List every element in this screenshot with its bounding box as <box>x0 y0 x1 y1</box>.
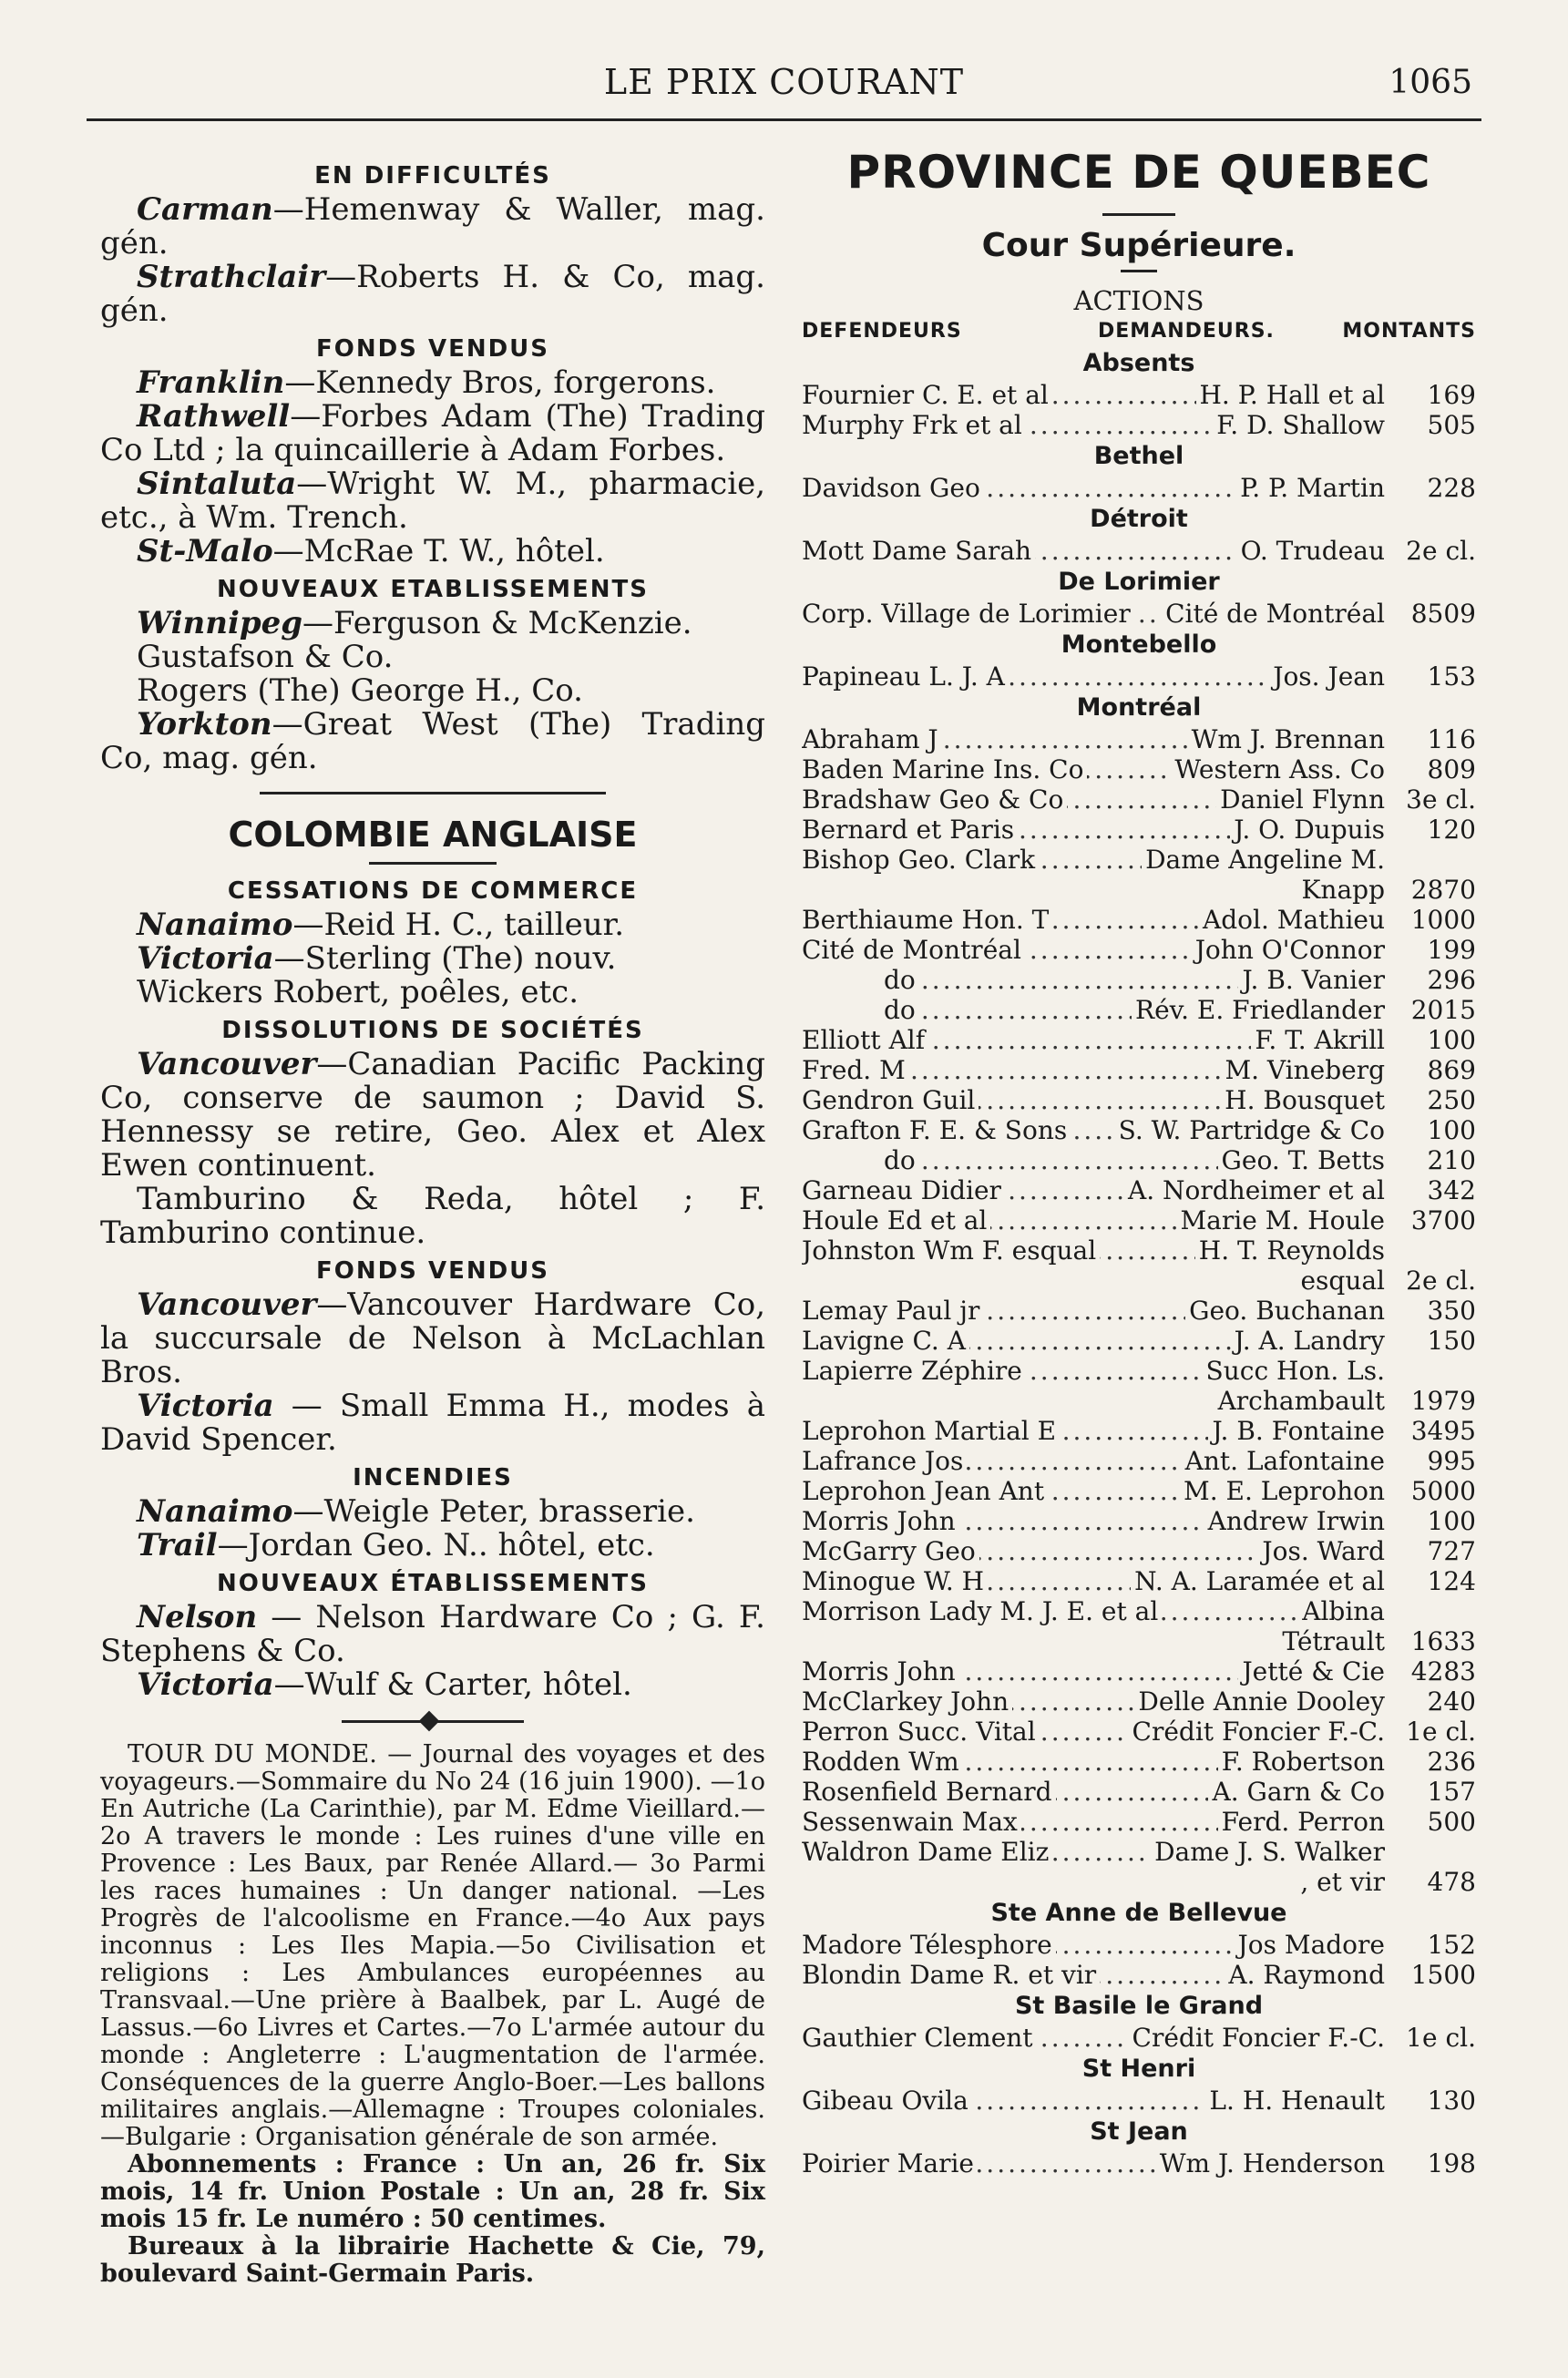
plaintiff: Knapp <box>1301 875 1385 905</box>
amount: 350 <box>1427 1296 1476 1326</box>
defendant: Cité de Montréal <box>802 935 1025 965</box>
defendant: Elliott Alf <box>802 1025 928 1055</box>
listing-entry <box>100 1048 765 1183</box>
plaintiff: A. Garn & Co <box>1208 1777 1385 1807</box>
amount: 5000 <box>1410 1476 1476 1506</box>
entry-place: Nanaimo <box>137 907 293 943</box>
amount: 100 <box>1427 1115 1476 1145</box>
plaintiff: Andrew Irwin <box>1204 1506 1385 1536</box>
entry-text: —Jordan Geo. N.. hôtel, etc. <box>217 1527 655 1563</box>
bureaux-notice: Bureaux à la librairie Hachette & Cie, 79, boulevard Saint-Germain Paris. <box>100 2232 765 2288</box>
left-column <box>100 155 765 2288</box>
defendant: Morrison Lady M. J. E. et al <box>802 1596 1162 1626</box>
entry-text: —Weigle Peter, brasserie. <box>292 1493 695 1530</box>
header-rule <box>87 118 1481 121</box>
plaintiff: Crédit Foncier F.-C. <box>1129 2023 1385 2053</box>
lawsuit-row <box>802 965 1476 995</box>
defendant: Baden Marine Ins. Co <box>802 754 1087 784</box>
listing-entry <box>100 908 765 942</box>
amount: 153 <box>1427 661 1476 692</box>
defendant: Lavigne C. A <box>802 1326 969 1356</box>
entry-place: Yorkton <box>137 706 272 743</box>
entry-place: Victoria <box>137 1666 274 1703</box>
plaintiff: Wm J. Brennan <box>1188 724 1385 754</box>
amount: 150 <box>1427 1326 1476 1356</box>
plaintiff: Tétrault <box>1282 1626 1385 1656</box>
lawsuit-row-continued <box>802 875 1476 905</box>
listing-entry <box>100 674 765 708</box>
listing-entry <box>100 942 765 976</box>
amount: 8509 <box>1410 599 1476 629</box>
amount: 296 <box>1427 965 1476 995</box>
defendant: Gendron Guil <box>802 1085 979 1115</box>
defendant: Poirier Marie <box>802 2148 978 2178</box>
defendant: Leprohon Martial E <box>802 1416 1060 1446</box>
lawsuit-row-continued <box>802 1266 1476 1296</box>
lawsuit-row <box>802 1235 1476 1266</box>
entry-text: —Wulf & Carter, hôtel. <box>273 1666 632 1703</box>
listing-entry <box>100 607 765 641</box>
lawsuit-row <box>802 2086 1476 2116</box>
amount: 478 <box>1427 1867 1476 1897</box>
defendant: Minogue W. H <box>802 1566 988 1596</box>
lawsuit-row <box>802 1145 1476 1175</box>
defendant: Leprohon Jean Ant <box>802 1476 1048 1506</box>
lawsuit-row-continued <box>802 1386 1476 1416</box>
defendeurs-header: DEFENDEURS <box>802 320 962 343</box>
defendant: Bishop Geo. Clark <box>802 845 1039 875</box>
entry-place: Strathclair <box>137 259 326 295</box>
entry-text: —Forbes Adam (The) Trading Co Ltd ; la quincaillerie à Adam Forbes. <box>100 398 765 468</box>
listing-entry <box>100 976 765 1010</box>
listing-entry <box>100 1529 765 1563</box>
amount: 1500 <box>1410 1960 1476 1990</box>
plaintiff: Marie M. Houle <box>1177 1205 1385 1235</box>
plaintiff: , et vir <box>1300 1867 1385 1897</box>
plaintiff: Daniel Flynn <box>1216 784 1385 815</box>
defendant: Johnston Wm F. esqual <box>802 1235 1100 1266</box>
amount: 4283 <box>1410 1656 1476 1686</box>
page-header <box>87 56 1481 111</box>
listing-entry <box>100 193 765 261</box>
entry-place: Carman <box>137 191 273 228</box>
plaintiff: Jetté & Cie <box>1238 1656 1385 1686</box>
abonnements-notice: Abonnements : France : Un an, 26 fr. Six mois, 14 fr. Union Postale : Un an, 28 fr. Six mois 15 fr. Le numéro : 50 centimes. <box>100 2150 765 2233</box>
amount: 152 <box>1427 1930 1476 1960</box>
plaintiff: N. A. Laramée et al <box>1131 1566 1385 1596</box>
listing-entry <box>100 1288 765 1389</box>
listing-entry <box>100 1601 765 1668</box>
lawsuit-row <box>802 1596 1476 1626</box>
entry-place: Vancouver <box>137 1286 317 1323</box>
lawsuit-row <box>802 1777 1476 1807</box>
lawsuit-row <box>802 1205 1476 1235</box>
amount: 250 <box>1427 1085 1476 1115</box>
plaintiff: Ferd. Perron <box>1218 1807 1385 1837</box>
defendant: Papineau L. J. A <box>802 661 1009 692</box>
lawsuit-row <box>802 2148 1476 2178</box>
entry-text: —Ferguson & McKenzie. <box>302 605 692 641</box>
lawsuit-row <box>802 815 1476 845</box>
listing-entry <box>100 1183 765 1250</box>
plaintiff: A. Raymond <box>1225 1960 1385 1990</box>
plaintiff: Wm J. Henderson <box>1156 2148 1385 2178</box>
locality-heading: Détroit <box>1090 505 1188 533</box>
lawsuit-row <box>802 784 1476 815</box>
plaintiff: J. B. Fontaine <box>1208 1416 1385 1446</box>
entry-text: —Vancouver Hardware Co, la succursale de Nelson à McLachlan Bros. <box>100 1286 765 1390</box>
amount: 1e cl. <box>1406 1717 1476 1747</box>
defendant: Gibeau Ovila <box>802 2086 972 2116</box>
defendant: Blondin Dame R. et vir <box>802 1960 1100 1990</box>
defendant: Bradshaw Geo & Co <box>802 784 1067 815</box>
plaintiff: F. D. Shallow <box>1213 410 1385 440</box>
lawsuit-row <box>802 2023 1476 2053</box>
listing-entry <box>100 535 765 569</box>
plaintiff: Dame J. S. Walker <box>1151 1837 1385 1867</box>
lawsuit-row <box>802 1837 1476 1867</box>
right-column <box>802 146 1476 2178</box>
plaintiff: O. Trudeau <box>1237 536 1385 566</box>
lawsuit-row <box>802 473 1476 503</box>
entry-place: Rathwell <box>137 398 291 435</box>
plaintiff: M. E. Leprohon <box>1180 1476 1385 1506</box>
entry-place: Nelson <box>137 1599 258 1635</box>
lawsuit-row <box>802 1326 1476 1356</box>
amount: 130 <box>1427 2086 1476 2116</box>
amount: 157 <box>1427 1777 1476 1807</box>
amount: 3700 <box>1410 1205 1476 1235</box>
entry-place: St-Malo <box>137 533 273 569</box>
listing-entry <box>100 366 765 400</box>
amount: 869 <box>1427 1055 1476 1085</box>
lawsuit-row <box>802 1656 1476 1686</box>
amount: 500 <box>1427 1807 1476 1837</box>
page-number: 1065 <box>1389 64 1472 101</box>
lawsuit-row <box>802 1807 1476 1837</box>
lawsuit-row <box>802 1296 1476 1326</box>
amount: 1000 <box>1410 905 1476 935</box>
listing-entry <box>100 1495 765 1529</box>
lawsuit-row <box>802 1085 1476 1115</box>
amount: 236 <box>1427 1747 1476 1777</box>
defendant: Morris John <box>802 1656 959 1686</box>
defendant: Mott Dame Sarah <box>802 536 1035 566</box>
lawsuit-row <box>802 995 1476 1025</box>
entry-place: Franklin <box>137 364 285 401</box>
amount: 198 <box>1427 2148 1476 2178</box>
entry-text: —Roberts H. & Co, mag. gén. <box>100 259 765 329</box>
locality-heading: St Jean <box>1090 2117 1188 2146</box>
listing-entry <box>100 467 765 535</box>
defendant: Morris John <box>802 1506 959 1536</box>
entry-text: —McRae T. W., hôtel. <box>272 533 605 569</box>
en-difficultes-heading: EN DIFFICULTÉS <box>314 162 551 190</box>
listing-entry <box>100 1389 765 1457</box>
lawsuit-row <box>802 536 1476 566</box>
province-title: PROVINCE DE QUEBEC <box>846 146 1431 199</box>
defendant: McClarkey John <box>802 1686 1012 1717</box>
defendant: McGarry Geo <box>802 1536 979 1566</box>
defendant: Waldron Dame Eliz <box>802 1837 1052 1867</box>
page-title: LE PRIX COURANT <box>603 62 965 102</box>
defendant: Corp. Village de Lorimier <box>802 599 1134 629</box>
listing-entry <box>100 400 765 467</box>
tour-du-monde-notice: TOUR DU MONDE. — Journal des voyages et des voyageurs.—Sommaire du No 24 (16 juin 1900). —1o En Autriche (La Carinthie), par M. Edme Vieillard.—2o A travers le monde : Les ruines d'une ville en Provence : Les Baux, par Renée Allard.— 3o Parmi les races humaines : Un danger national. —Les Progrès de l'alcoolisme en France.—4o Aux pays inconnus : Les Iles Mapia.—5o Civilisation et religions : Les Ambulances européennes au Transvaal.—Une prière à Baalbek, par L. Augé de Lassus.—6o Livres et Cartes.—7o L'armée autour du monde : Angleterre : L'augmentation de l'armée. Conséquences de la guerre Anglo-Boer.—Les ballons militaires anglais.—Allemagne : Troupes coloniales.—Bulgarie : Organisation générale de son armée. <box>100 1740 765 2151</box>
locality-heading: Montebello <box>1061 630 1217 659</box>
lawsuit-row <box>802 1747 1476 1777</box>
amount: 2015 <box>1410 995 1476 1025</box>
amount: 169 <box>1427 380 1476 410</box>
plaintiff: Archambault <box>1217 1386 1385 1416</box>
plaintiff: Rév. E. Friedlander <box>1132 995 1385 1025</box>
plaintiff: H. T. Reynolds <box>1195 1235 1385 1266</box>
defendant: Fred. M <box>802 1055 909 1085</box>
dissolutions-heading: DISSOLUTIONS DE SOCIÉTÉS <box>221 1017 644 1044</box>
title-rule <box>1102 213 1175 216</box>
plaintiff: F. Robertson <box>1218 1747 1385 1777</box>
lawsuit-row <box>802 599 1476 629</box>
locality-heading: Montréal <box>1076 693 1202 722</box>
lawsuit-row <box>802 724 1476 754</box>
column-headers <box>802 316 1476 347</box>
amount: 228 <box>1427 473 1476 503</box>
defendant: do <box>802 965 919 995</box>
amount: 124 <box>1427 1566 1476 1596</box>
defendant: Lafrance Jos <box>802 1446 967 1476</box>
amount: 995 <box>1427 1446 1476 1476</box>
lawsuit-row <box>802 1536 1476 1566</box>
amount: 1633 <box>1410 1626 1476 1656</box>
plaintiff: Adol. Mathieu <box>1199 905 1385 935</box>
montants-header: MONTANTS <box>1342 320 1476 343</box>
defendant: Lemay Paul jr <box>802 1296 983 1326</box>
amount: 727 <box>1427 1536 1476 1566</box>
plaintiff: John O'Connor <box>1192 935 1385 965</box>
defendant: Bernard et Paris <box>802 815 1018 845</box>
plaintiff: S. W. Partridge & Co <box>1115 1115 1385 1145</box>
plaintiff: J. O. Dupuis <box>1230 815 1385 845</box>
defendant: Houle Ed et al <box>802 1205 990 1235</box>
defendant: do <box>802 1145 919 1175</box>
cessations-heading: CESSATIONS DE COMMERCE <box>227 877 639 905</box>
plaintiff: esqual <box>1300 1266 1385 1296</box>
lawsuit-row-continued <box>802 1867 1476 1897</box>
nouveaux-etablissements-heading: NOUVEAUX ETABLISSEMENTS <box>217 576 649 603</box>
entry-place: Winnipeg <box>137 605 303 641</box>
defendant: Davidson Geo <box>802 473 984 503</box>
lawsuit-row <box>802 1175 1476 1205</box>
plaintiff: Jos. Jean <box>1269 661 1385 692</box>
amount: 2e cl. <box>1406 1266 1476 1296</box>
plaintiff: F. T. Akrill <box>1251 1025 1385 1055</box>
lawsuit-row <box>802 1025 1476 1055</box>
plaintiff: Western Ass. Co <box>1171 754 1385 784</box>
amount: 100 <box>1427 1025 1476 1055</box>
defendant: Madore Télesphore <box>802 1930 1056 1960</box>
plaintiff: L. H. Henault <box>1205 2086 1385 2116</box>
defendant: Gauthier Clement <box>802 2023 1037 2053</box>
lawsuit-row <box>802 1566 1476 1596</box>
entry-place: Sintaluta <box>137 466 297 502</box>
fonds-vendus-heading: FONDS VENDUS <box>315 335 550 363</box>
amount: 3e cl. <box>1406 784 1476 815</box>
plaintiff: H. Bousquet <box>1221 1085 1385 1115</box>
plaintiff: Geo. Buchanan <box>1185 1296 1385 1326</box>
defendant: Grafton F. E. & Sons <box>802 1115 1071 1145</box>
listing-entry <box>100 261 765 328</box>
amount: 342 <box>1427 1175 1476 1205</box>
plaintiff: Jos. Ward <box>1258 1536 1385 1566</box>
plaintiff: Ant. Lafontaine <box>1182 1446 1385 1476</box>
entry-text: Wickers Robert, poêles, etc. <box>137 974 579 1010</box>
listing-entry <box>100 641 765 674</box>
amount: 240 <box>1427 1686 1476 1717</box>
lawsuit-row <box>802 845 1476 875</box>
locality-heading: St Basile le Grand <box>1014 1992 1264 2020</box>
entry-place: Trail <box>137 1527 218 1563</box>
plaintiff: M. Vineberg <box>1221 1055 1385 1085</box>
court-rule <box>1121 270 1157 272</box>
amount: 505 <box>1427 410 1476 440</box>
court-heading: Cour Supérieure. <box>981 227 1296 264</box>
entry-place: Victoria <box>137 1388 274 1424</box>
entry-text: —Great West (The) Trading Co, mag. gén. <box>100 706 765 776</box>
nouveaux-etablissements-2-heading: NOUVEAUX ÉTABLISSEMENTS <box>217 1570 649 1597</box>
lawsuit-row <box>802 1446 1476 1476</box>
section-rule <box>260 792 606 794</box>
lawsuit-row <box>802 1416 1476 1446</box>
lawsuit-row <box>802 754 1476 784</box>
amount: 210 <box>1427 1145 1476 1175</box>
defendant: Rosenfield Bernard <box>802 1777 1056 1807</box>
entry-text: — Nelson Hardware Co ; G. F. Stephens & Co. <box>100 1599 765 1669</box>
defendant: Lapierre Zéphire <box>802 1356 1026 1386</box>
lawsuit-row <box>802 905 1476 935</box>
lawsuit-row <box>802 410 1476 440</box>
plaintiff: Geo. T. Betts <box>1218 1145 1385 1175</box>
amount: 1e cl. <box>1406 2023 1476 2053</box>
plaintiff: Dame Angeline M. <box>1142 845 1385 875</box>
amount: 1979 <box>1410 1386 1476 1416</box>
defendant: Murphy Frk et al <box>802 410 1026 440</box>
defendant: do <box>802 995 919 1025</box>
colombie-heading: COLOMBIE ANGLAISE <box>228 815 638 855</box>
entry-text: —Canadian Pacific Packing Co, conserve de saumon ; David S. Hennessy se retire, Geo. Alex et Alex Ewen continuent. <box>100 1046 765 1184</box>
plaintiff: Cité de Montréal <box>1162 599 1385 629</box>
lawsuit-row <box>802 1356 1476 1386</box>
fonds-vendus-2-heading: FONDS VENDUS <box>315 1257 550 1285</box>
lawsuit-row <box>802 1960 1476 1990</box>
lawsuit-row <box>802 1055 1476 1085</box>
plaintiff: Delle Annie Dooley <box>1134 1686 1385 1717</box>
actions-heading: ACTIONS <box>1073 285 1204 316</box>
section-rule <box>369 862 497 865</box>
lawsuit-row-continued <box>802 1626 1476 1656</box>
amount: 3495 <box>1410 1416 1476 1446</box>
lawsuit-row <box>802 1717 1476 1747</box>
plaintiff: Jos Madore <box>1235 1930 1385 1960</box>
plaintiff: Albina <box>1298 1596 1385 1626</box>
defendant: Perron Succ. Vital <box>802 1717 1040 1747</box>
plaintiff: H. P. Hall et al <box>1196 380 1385 410</box>
amount: 116 <box>1427 724 1476 754</box>
amount: 2870 <box>1410 875 1476 905</box>
entry-text: Gustafson & Co. <box>137 639 394 675</box>
defendant: Rodden Wm <box>802 1747 963 1777</box>
entry-place: Victoria <box>137 940 274 977</box>
demandeurs-header: DEMANDEURS. <box>1098 320 1275 343</box>
defendant: Fournier C. E. et al <box>802 380 1052 410</box>
entry-place: Nanaimo <box>137 1493 293 1530</box>
locality-heading: Ste Anne de Bellevue <box>990 1899 1287 1927</box>
plaintiff: Succ Hon. Ls. <box>1203 1356 1385 1386</box>
locality-heading: De Lorimier <box>1058 568 1220 596</box>
entry-text: Tamburino & Reda, hôtel ; F. Tamburino continue. <box>100 1181 765 1251</box>
lawsuit-row <box>802 1686 1476 1717</box>
plaintiff: J. A. Landry <box>1231 1326 1385 1356</box>
lawsuit-row <box>802 1930 1476 1960</box>
plaintiff: J. B. Vanier <box>1238 965 1385 995</box>
amount: 2e cl. <box>1406 536 1476 566</box>
lawsuit-row <box>802 1115 1476 1145</box>
plaintiff: A. Nordheimer et al <box>1124 1175 1385 1205</box>
listing-entry <box>100 708 765 775</box>
amount: 199 <box>1427 935 1476 965</box>
defendant: Abraham J <box>802 724 942 754</box>
lawsuit-row <box>802 380 1476 410</box>
amount: 120 <box>1427 815 1476 845</box>
locality-heading: St Henri <box>1081 2055 1196 2083</box>
defendant: Sessenwain Max <box>802 1807 1021 1837</box>
entry-text: —Reid H. C., tailleur. <box>292 907 624 943</box>
ornamental-rule <box>342 1720 524 1723</box>
incendies-heading: INCENDIES <box>353 1464 513 1491</box>
entry-text: —Hemenway & Waller, mag. gén. <box>100 191 765 261</box>
defendant: Garneau Didier <box>802 1175 1005 1205</box>
entry-text: —Kennedy Bros, forgerons. <box>284 364 716 401</box>
defendant: Berthiaume Hon. T <box>802 905 1052 935</box>
locality-heading: Bethel <box>1093 442 1184 470</box>
listing-entry <box>100 1668 765 1702</box>
amount: 809 <box>1427 754 1476 784</box>
entry-text: — Small Emma H., modes à David Spencer. <box>100 1388 765 1458</box>
lawsuit-row <box>802 935 1476 965</box>
lawsuit-row <box>802 1476 1476 1506</box>
amount: 100 <box>1427 1506 1476 1536</box>
plaintiff: Crédit Foncier F.-C. <box>1129 1717 1385 1747</box>
entry-text: —Wright W. M., pharmacie, etc., à Wm. Trench. <box>100 466 765 536</box>
entry-text: —Sterling (The) nouv. <box>273 940 617 977</box>
entry-text: Rogers (The) George H., Co. <box>137 672 583 709</box>
plaintiff: P. P. Martin <box>1236 473 1385 503</box>
locality-heading: Absents <box>1082 349 1195 377</box>
lawsuit-row <box>802 1506 1476 1536</box>
entry-place: Vancouver <box>137 1046 317 1082</box>
lawsuit-row <box>802 661 1476 692</box>
